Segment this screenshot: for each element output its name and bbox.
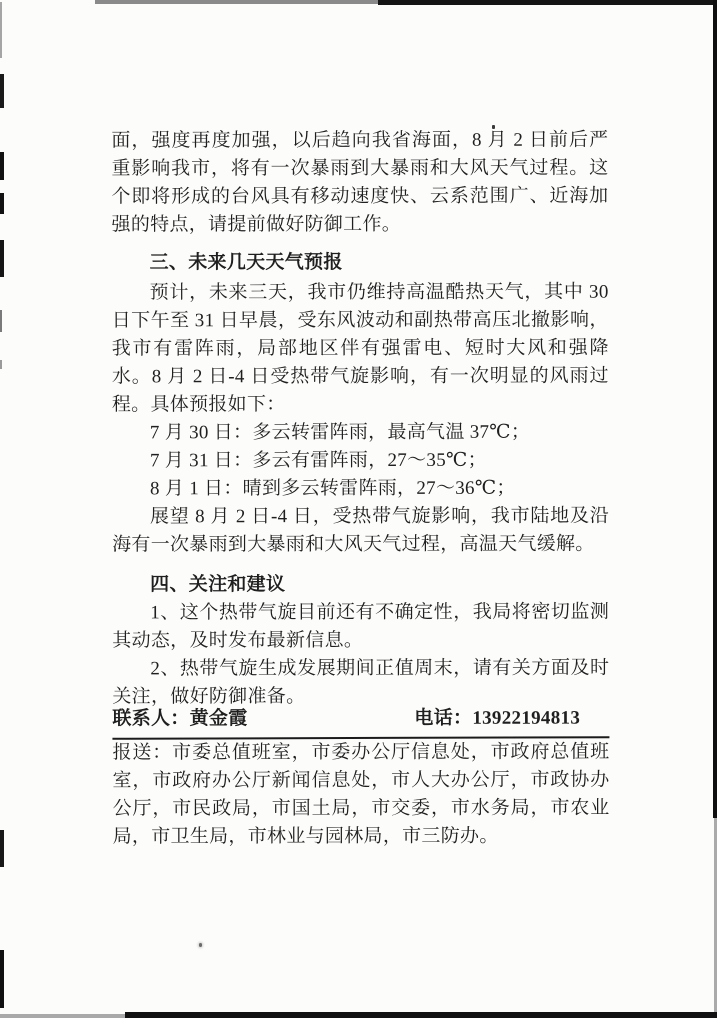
scan-artifact-left-edge (0, 950, 4, 1008)
scan-artifact-left-edge (0, 240, 4, 277)
contact-phone-number: 13922194813 (472, 707, 581, 729)
forecast-line-jul30: 7 月 30 日：多云转雷阵雨，最高气温 37℃； (149, 421, 531, 444)
scan-artifact-right-black (713, 0, 717, 818)
forecast-line-jul31: 7 月 31 日：多云有雷阵雨，27～35℃； (149, 449, 487, 472)
suggestion-item-1: 1、这个热带气旋目前还有不确定性，我局将密切监测其动态，及时发布最新信息。 (112, 601, 610, 652)
scan-artifact-left-edge (0, 310, 2, 332)
scan-artifact-top-gray (95, 0, 380, 4)
forecast-line-aug1: 8 月 1 日：晴到多云转雷阵雨，27～36℃； (149, 477, 516, 500)
scan-artifact-bottom-gray (0, 1014, 125, 1018)
contact-person-label: 联系人： (112, 708, 190, 730)
scan-artifact-left-edge (0, 74, 4, 108)
scan-artifact-left-edge (0, 2, 2, 58)
paragraph-forecast-intro: 预计，未来三天，我市仍维持高温酷热天气，其中 30 日下午至 31 日早晨，受东风波动和副热带高压北撤影响，我市有雷阵雨，局部地区伴有强雷电、短时大风和强降水。8 月 2 日-4 日受热带气旋影响，有一次明显的风雨过程。具体预报如下： (111, 281, 609, 416)
section-heading-suggestions: 四、关注和建议 (150, 574, 286, 596)
scan-speck (199, 943, 202, 947)
contact-row (112, 705, 609, 734)
paragraph-typhoon-warning: 面，强度再度加强，以后趋向我省海面，8 月 2 日前后严重影响我市，将有一次暴雨到大暴雨和大风天气过程。这个即将形成的台风具有移动速度快、云系范围广、近海加强的特点，请提前做好防御工作。 (111, 129, 609, 236)
suggestion-item-2: 2、热带气旋生成发展期间正值周末，请有关方面及时关注，做好防御准备。 (112, 657, 610, 708)
scan-artifact-left-edge (0, 152, 4, 180)
scan-artifact-left-edge (0, 830, 4, 867)
scan-artifact-top-black (378, 0, 717, 5)
contact-phone-label: 电话： (414, 707, 473, 729)
scan-artifact-bottom-black (125, 1012, 717, 1018)
paragraph-distribution-list: 报送：市委总值班室，市委办公厅信息处，市政府总值班室，市政府办公厅新闻信息处，市人大办公厅，市政协办公厅，市民政局，市国土局，市交委，市水务局，市农业局，市卫生局，市林业与园林局，市三防办。 (112, 741, 610, 848)
document-body (111, 127, 609, 852)
contact-person-name: 黄金霞 (189, 708, 248, 730)
paragraph-outlook: 展望 8 月 2 日-4 日，受热带气旋影响，我市陆地及沿海有一次暴雨到大暴雨和大风天气过程，高温天气缓解。 (112, 505, 610, 556)
contact-phone (414, 705, 580, 733)
contact-person (112, 708, 247, 729)
scan-artifact-left-edge (0, 360, 2, 369)
scan-artifact-left-edge (0, 193, 4, 214)
section-heading-forecast: 三、未来几天天气预报 (149, 252, 343, 274)
